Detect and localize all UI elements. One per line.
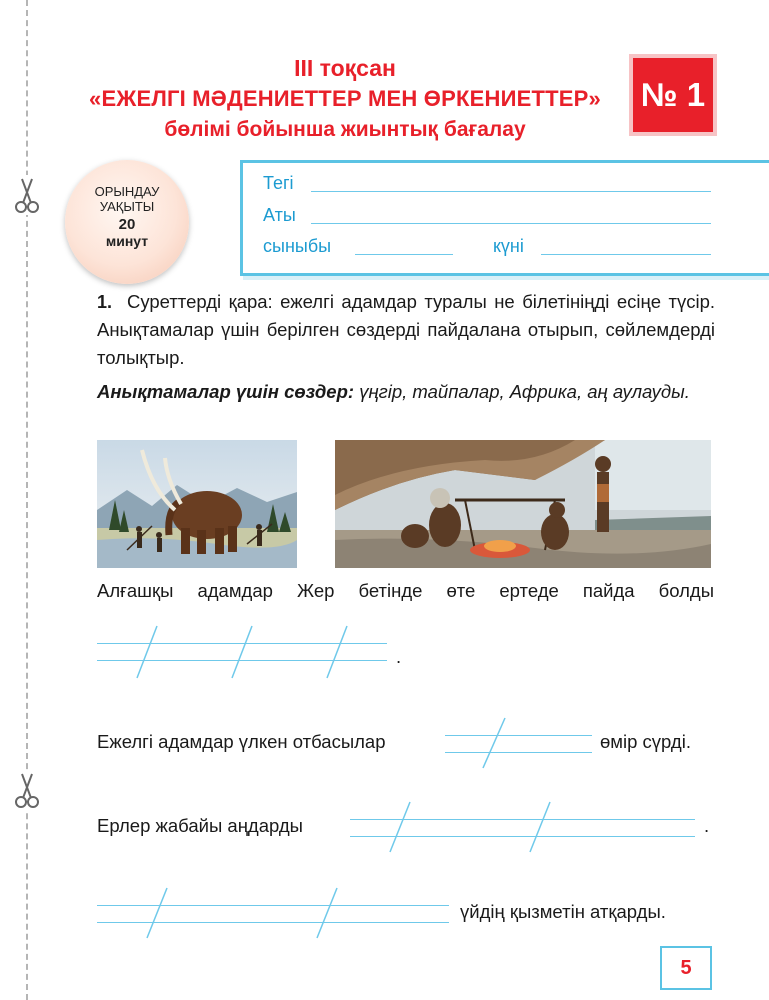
cut-line [26,0,28,1000]
quarter-title: III тоқсан [294,55,396,81]
cave-people-image [335,440,711,568]
scissors-icon [12,770,42,810]
task-number: 1. [97,292,113,312]
date-label: күні [493,236,524,256]
scissors-icon [12,175,42,215]
answer-slashes-4 [97,882,457,942]
definition-words-list: үңгір, тайпалар, Африка, аң аулауды. [359,381,690,402]
sentence-3-start: Ерлер жабайы аңдарды [97,815,303,836]
class-label: сыныбы [263,236,332,256]
surname-label: Тегі [263,173,294,193]
assessment-subtitle: бөлімі бойынша жиынтық бағалау [164,118,526,141]
name-field[interactable] [311,223,711,224]
worksheet-header [60,52,630,146]
mammoth-hunt-image [97,440,297,568]
class-field[interactable] [355,254,453,255]
time-badge [65,160,189,284]
time-label-line2: УАҚЫТЫ [99,199,155,214]
surname-field[interactable] [311,191,711,192]
definition-words [97,378,715,406]
time-label-line1: ОРЫНДАУ [94,184,160,199]
task-text: Суреттерді қара: ежелгі адамдар туралы не білетініңді есіңе түсір. Анықтамалар үшін берілген сөздерді пайдалана отырып, сөйлемдерді толықтыр. [97,291,716,368]
date-field[interactable] [541,254,711,255]
task-instruction [97,288,715,372]
sentence-1: Алғашқы адамдар Жер бетінде өте ертеде пайда болды [97,580,714,601]
time-unit: минут [105,233,149,249]
sentence-4-end: үйдің қызметін атқарды. [460,901,666,922]
student-info-box [240,160,769,276]
page-number: 5 [660,946,712,990]
answer-slashes-2 [445,712,595,772]
sentence-3-end: . [704,815,710,836]
answer-slashes-1 [97,622,397,682]
assessment-number-badge: № 1 [633,58,713,132]
sentence-2-end: өмір сүрді. [600,731,691,752]
name-label: Аты [263,205,296,225]
sentence-2-start: Ежелгі адамдар үлкен отбасылар [97,731,386,752]
definition-words-title: Анықтамалар үшін сөздер: [97,381,355,402]
section-title: «ЕЖЕЛГІ МӘДЕНИЕТТЕР МЕН ӨРКЕНИЕТТЕР» [89,86,601,111]
time-minutes: 20 [118,216,136,233]
answer-slashes-3 [350,796,700,856]
sentence-1-end: . [396,646,402,667]
